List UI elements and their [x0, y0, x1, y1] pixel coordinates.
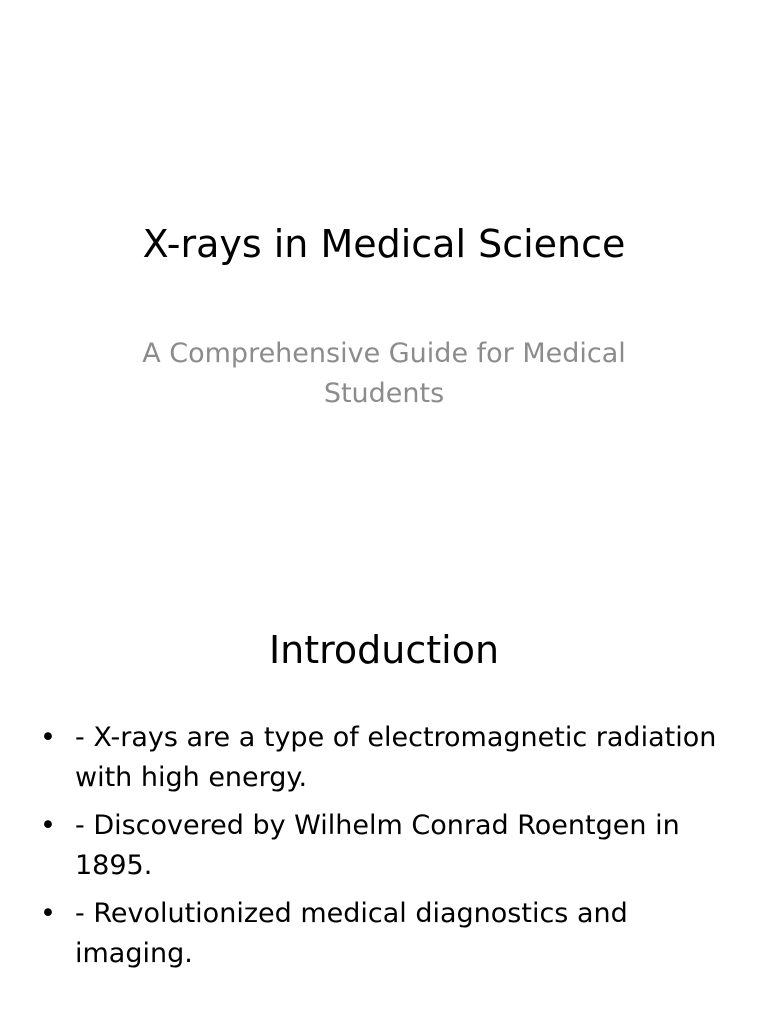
bullet-text: - Discovered by Wilhelm Conrad Roentgen in 1895.	[75, 810, 680, 881]
bullet-text: - Revolutionized medical diagnostics and imaging.	[75, 898, 628, 969]
bullet-item	[38, 718, 728, 798]
slide-main-title: X-rays in Medical Science	[142, 222, 626, 266]
bullet-text: - X-rays are a type of electromagnetic radiation with high energy.	[75, 722, 717, 793]
introduction-slide	[0, 512, 768, 1024]
bullet-item	[38, 894, 728, 974]
bullet-icon: •	[40, 810, 56, 841]
slide-subtitle: A Comprehensive Guide for Medical Students	[142, 338, 626, 409]
bullet-icon: •	[40, 898, 56, 929]
bullet-icon: •	[40, 722, 56, 753]
introduction-bullet-list	[38, 718, 728, 982]
bullet-item	[38, 806, 728, 886]
introduction-title: Introduction	[268, 628, 500, 672]
